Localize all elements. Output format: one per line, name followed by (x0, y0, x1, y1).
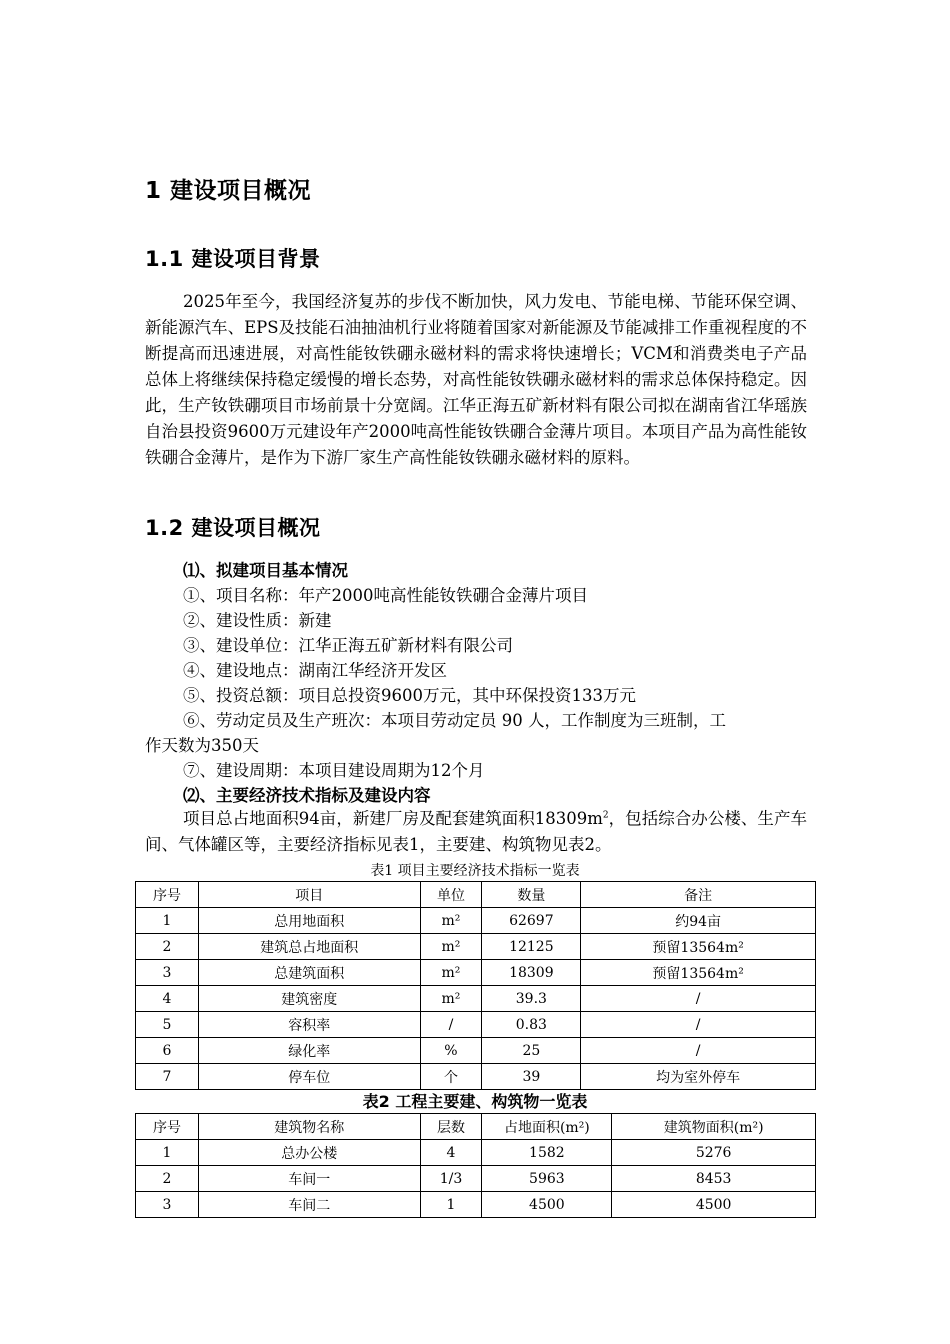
table-row (136, 1166, 816, 1192)
table-row (136, 986, 816, 1012)
table-cell: 4 (136, 986, 199, 1012)
table-cell: 5276 (612, 1140, 816, 1166)
table-cell: 1582 (482, 1140, 612, 1166)
table-row (136, 1064, 816, 1090)
table-cell: 1 (136, 908, 199, 934)
item-location: ④、建设地点：湖南江华经济开发区 (183, 661, 447, 680)
column-header: 建筑物名称 (198, 1114, 420, 1140)
table-row (136, 1192, 816, 1218)
subheading-basic-info: ⑴、拟建项目基本情况 (183, 561, 348, 580)
item-staffing-cont: 作天数为350天 (145, 736, 259, 755)
column-header: 序号 (136, 882, 199, 908)
column-header: 建筑物面积(m²) (612, 1114, 816, 1140)
table-cell: m² (420, 908, 482, 934)
item-investment: ⑤、投资总额：项目总投资9600万元，其中环保投资133万元 (183, 686, 636, 705)
table-cell: 预留13564m² (581, 960, 816, 986)
table-row (136, 960, 816, 986)
table-row (136, 908, 816, 934)
table-cell: 4 (420, 1140, 482, 1166)
table-cell: 停车位 (198, 1064, 420, 1090)
table-cell: 62697 (482, 908, 581, 934)
background-paragraph (145, 289, 807, 471)
table-cell: % (420, 1038, 482, 1064)
table-cell: 0.83 (482, 1012, 581, 1038)
table1-caption: 表1 项目主要经济技术指标一览表 (370, 863, 580, 879)
table-cell: 总建筑面积 (198, 960, 420, 986)
table-cell: 25 (482, 1038, 581, 1064)
table-row (136, 1012, 816, 1038)
table-cell: 2 (136, 1166, 199, 1192)
table-cell: 1 (420, 1192, 482, 1218)
table-cell: / (420, 1012, 482, 1038)
table-cell: 约94亩 (581, 908, 816, 934)
section-heading-background: 1.1 建设项目背景 (145, 247, 321, 271)
table-cell: 预留13564m² (581, 934, 816, 960)
table-cell: 均为室外停车 (581, 1064, 816, 1090)
item-nature: ②、建设性质：新建 (183, 611, 332, 630)
item-period: ⑦、建设周期：本项目建设周期为12个月 (183, 761, 485, 780)
table2-caption: 表2 工程主要建、构筑物一览表 (362, 1092, 588, 1111)
table-cell: / (581, 986, 816, 1012)
indicators-paragraph: 项目总占地面积94亩，新建厂房及配套建筑面积$18309m^2$，包括综合办公楼、生产车间、气体罐区等，主要经济指标见表1，主要建、构筑物见表2。 (145, 809, 807, 854)
table-cell: 8453 (612, 1166, 816, 1192)
table-cell: 4500 (612, 1192, 816, 1218)
column-header: 序号 (136, 1114, 199, 1140)
table2-buildings (135, 1113, 816, 1218)
table-row (136, 934, 816, 960)
table-cell: 2 (136, 934, 199, 960)
table-cell: m² (420, 986, 482, 1012)
table-row (136, 1038, 816, 1064)
table-cell: m² (420, 960, 482, 986)
table-header-row (136, 882, 816, 908)
table-cell: 绿化率 (198, 1038, 420, 1064)
column-header: 备注 (581, 882, 816, 908)
table-cell: 总用地面积 (198, 908, 420, 934)
column-header: 数量 (482, 882, 581, 908)
table-cell: 39.3 (482, 986, 581, 1012)
table-cell: 3 (136, 960, 199, 986)
table-cell: 容积率 (198, 1012, 420, 1038)
subheading-indicators: ⑵、主要经济技术指标及建设内容 (183, 786, 431, 805)
table-cell: 个 (420, 1064, 482, 1090)
table-cell: 建筑密度 (198, 986, 420, 1012)
item-staffing: ⑥、劳动定员及生产班次：本项目劳动定员 90 人，工作制度为三班制，工 (183, 711, 726, 730)
table-cell: 4500 (482, 1192, 612, 1218)
table-cell: 12125 (482, 934, 581, 960)
column-header: 单位 (420, 882, 482, 908)
table-row (136, 1140, 816, 1166)
background-paragraph-text: 2025年至今，我国经济复苏的步伐不断加快，风力发电、节能电梯、节能环保空调、新能源汽车、EPS及技能石油抽油机行业将随着国家对新能源及节能减排工作重视程度的不断提高而迅速进展，对高性能钕铁硼永磁材料的需求将快速增长；VCM和消费类电子产品总体上将继续保持稳定缓慢的增长态势，对高性能钕铁硼永磁材料的需求总体保持稳定。因此，生产钕铁硼项目市场前景十分宽阔。江华正海五矿新材料有限公司拟在湖南省江华瑶族自治县投资9600万元建设年产2000吨高性能钕铁硼合金薄片项目。本项目产品为高性能钕铁硼合金薄片，是作为下游厂家生产高性能钕铁硼永磁材料的原料。 (145, 292, 807, 467)
chapter-heading: 1 建设项目概况 (145, 178, 312, 204)
table-cell: m² (420, 934, 482, 960)
table-header-row (136, 1114, 816, 1140)
item-project-name: ①、项目名称：年产2000吨高性能钕铁硼合金薄片项目 (183, 586, 588, 605)
table-cell: 5 (136, 1012, 199, 1038)
table-cell: 建筑总占地面积 (198, 934, 420, 960)
table-cell: 39 (482, 1064, 581, 1090)
table-cell: 6 (136, 1038, 199, 1064)
table-cell: / (581, 1038, 816, 1064)
table-cell: 1/3 (420, 1166, 482, 1192)
table1-economic-indicators (135, 881, 816, 1090)
column-header: 占地面积(m²) (482, 1114, 612, 1140)
table-cell: 3 (136, 1192, 199, 1218)
table-cell: 车间一 (198, 1166, 420, 1192)
table-cell: 总办公楼 (198, 1140, 420, 1166)
item-company: ③、建设单位：江华正海五矿新材料有限公司 (183, 636, 513, 655)
column-header: 项目 (198, 882, 420, 908)
column-header: 层数 (420, 1114, 482, 1140)
section-heading-overview: 1.2 建设项目概况 (145, 516, 321, 540)
table-cell: 车间二 (198, 1192, 420, 1218)
table-cell: 7 (136, 1064, 199, 1090)
table-cell: / (581, 1012, 816, 1038)
table-cell: 1 (136, 1140, 199, 1166)
table-cell: 18309 (482, 960, 581, 986)
table-cell: 5963 (482, 1166, 612, 1192)
